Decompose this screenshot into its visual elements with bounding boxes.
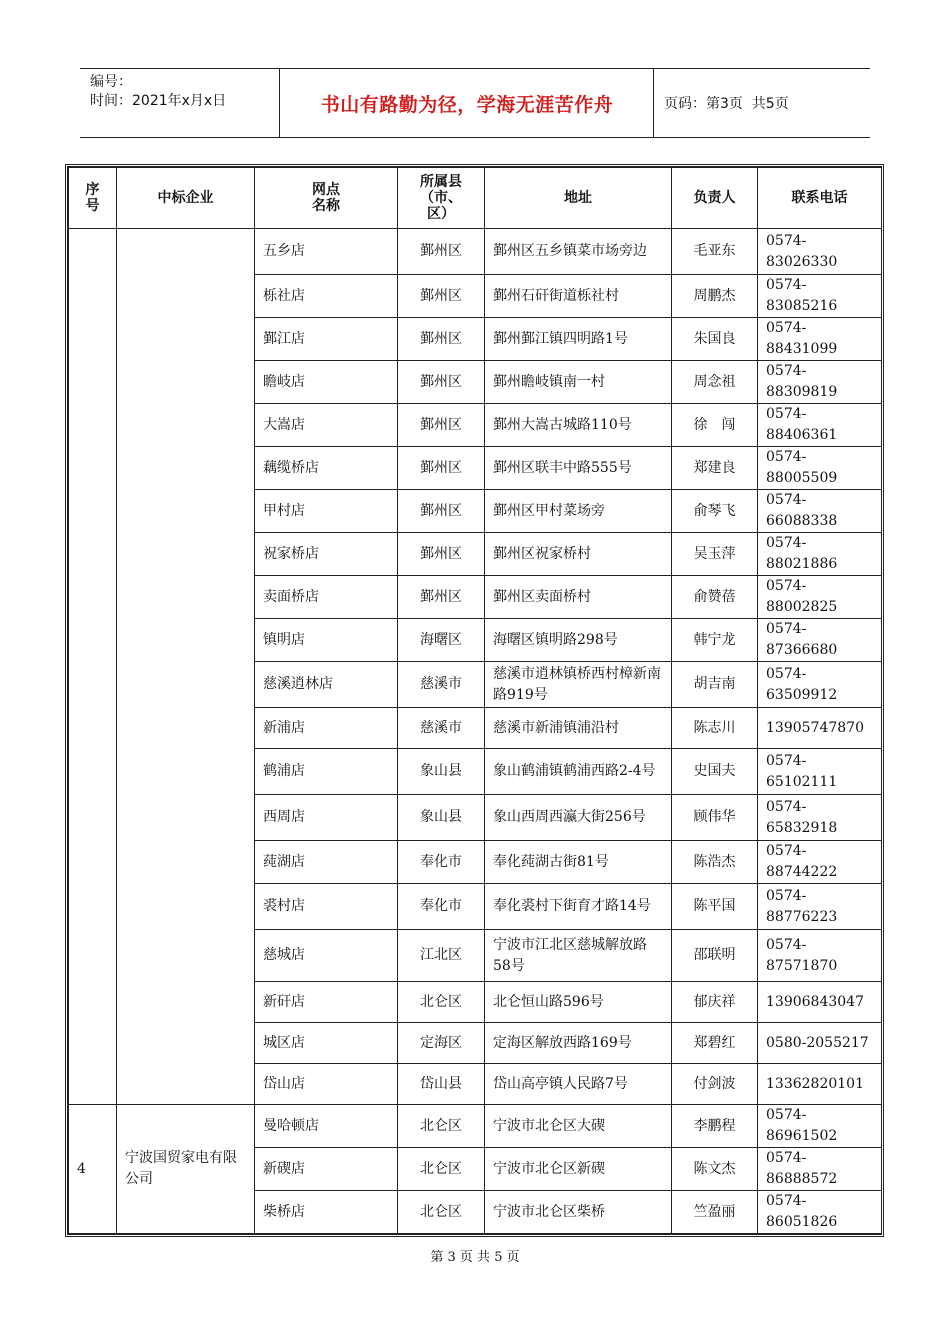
phone-cell: 0574-86961502 (758, 1105, 882, 1148)
table-body (69, 229, 882, 1234)
phone-cell: 0574-65832918 (758, 795, 882, 841)
county-cell: 象山县 (398, 795, 485, 841)
county-cell: 鄞州区 (398, 576, 485, 619)
col-header-outlet (255, 168, 398, 229)
manager-cell: 毛亚东 (672, 229, 758, 275)
phone-cell: 13906843047 (758, 982, 882, 1023)
outlet-name-cell: 慈溪逍林店 (255, 662, 398, 708)
address-cell: 岱山高亭镇人民路7号 (485, 1064, 672, 1105)
phone-cell: 0580-2055217 (758, 1023, 882, 1064)
outlet-name-cell: 镇明店 (255, 619, 398, 662)
manager-cell: 邵联明 (672, 930, 758, 982)
address-cell: 北仑恒山路596号 (485, 982, 672, 1023)
outlet-name-cell: 新浦店 (255, 708, 398, 749)
company-cell (117, 229, 255, 1105)
table-header-row (69, 168, 882, 229)
address-cell: 鄞州区联丰中路555号 (485, 447, 672, 490)
address-cell: 鄞州区祝家桥村 (485, 533, 672, 576)
phone-cell: 0574-63509912 (758, 662, 882, 708)
col-header-seq-line: 号 (85, 198, 100, 214)
outlet-name-cell: 祝家桥店 (255, 533, 398, 576)
manager-cell: 郁庆祥 (672, 982, 758, 1023)
phone-cell: 0574-88021886 (758, 533, 882, 576)
manager-cell: 周鹏杰 (672, 275, 758, 318)
col-header-manager: 负责人 (672, 168, 758, 229)
outlet-name-cell: 新矸店 (255, 982, 398, 1023)
page-header (80, 68, 870, 138)
manager-cell: 周念祖 (672, 361, 758, 404)
outlet-name-cell: 大嵩店 (255, 404, 398, 447)
manager-cell: 吴玉萍 (672, 533, 758, 576)
county-cell: 鄞州区 (398, 361, 485, 404)
manager-cell: 陈文杰 (672, 1148, 758, 1191)
county-cell: 鄞州区 (398, 533, 485, 576)
company-cell: 宁波国贸家电有限公司 (117, 1105, 255, 1234)
manager-cell: 徐 闯 (672, 404, 758, 447)
phone-cell: 0574-65102111 (758, 749, 882, 795)
outlet-name-cell: 城区店 (255, 1023, 398, 1064)
county-cell: 定海区 (398, 1023, 485, 1064)
address-cell: 鄞州瞻岐镇南一村 (485, 361, 672, 404)
manager-cell: 俞赞蓓 (672, 576, 758, 619)
col-header-address: 地址 (485, 168, 672, 229)
manager-cell: 史国夫 (672, 749, 758, 795)
outlet-name-cell: 莼湖店 (255, 841, 398, 884)
address-cell: 慈溪市逍林镇桥西村樟新南路919号 (485, 662, 672, 708)
county-cell: 北仑区 (398, 982, 485, 1023)
phone-cell: 0574-86051826 (758, 1191, 882, 1234)
address-cell: 象山西周西瀛大街256号 (485, 795, 672, 841)
address-cell: 宁波市北仑区新碶 (485, 1148, 672, 1191)
outlet-name-cell: 慈城店 (255, 930, 398, 982)
phone-cell: 0574-86888572 (758, 1148, 882, 1191)
phone-cell: 0574-83085216 (758, 275, 882, 318)
outlet-name-cell: 鄞江店 (255, 318, 398, 361)
phone-cell: 0574-88431099 (758, 318, 882, 361)
manager-cell: 郑建良 (672, 447, 758, 490)
col-header-county-line: （市、 (420, 190, 462, 206)
county-cell: 鄞州区 (398, 447, 485, 490)
manager-cell: 陈平国 (672, 884, 758, 930)
county-cell: 鄞州区 (398, 318, 485, 361)
outlet-name-cell: 岱山店 (255, 1064, 398, 1105)
county-cell: 岱山县 (398, 1064, 485, 1105)
address-cell: 奉化裘村下街育才路14号 (485, 884, 672, 930)
outlet-name-cell: 栎社店 (255, 275, 398, 318)
phone-cell: 0574-83026330 (758, 229, 882, 275)
seq-cell (69, 229, 117, 1105)
address-cell: 鄞州区五乡镇菜市场旁边 (485, 229, 672, 275)
county-cell: 象山县 (398, 749, 485, 795)
manager-cell: 朱国良 (672, 318, 758, 361)
footer-page-number: 第 3 页 共 5 页 (430, 1250, 520, 1265)
col-header-seq (69, 168, 117, 229)
address-cell: 宁波市江北区慈城解放路58号 (485, 930, 672, 982)
manager-cell: 竺盈丽 (672, 1191, 758, 1234)
page-footer (0, 1246, 950, 1265)
header-page-info (654, 69, 870, 137)
phone-cell: 0574-87571870 (758, 930, 882, 982)
address-cell: 定海区解放西路169号 (485, 1023, 672, 1064)
county-cell: 慈溪市 (398, 708, 485, 749)
county-cell: 北仑区 (398, 1191, 485, 1234)
county-cell: 鄞州区 (398, 229, 485, 275)
manager-cell: 陈浩杰 (672, 841, 758, 884)
phone-cell: 0574-66088338 (758, 490, 882, 533)
col-header-phone: 联系电话 (758, 168, 882, 229)
phone-cell: 0574-88744222 (758, 841, 882, 884)
county-cell: 鄞州区 (398, 275, 485, 318)
address-cell: 海曙区镇明路298号 (485, 619, 672, 662)
outlet-name-cell: 卖面桥店 (255, 576, 398, 619)
manager-cell: 胡吉南 (672, 662, 758, 708)
county-cell: 江北区 (398, 930, 485, 982)
header-motto: 书山有路勤为径，学海无涯苦作舟 (281, 69, 654, 137)
address-cell: 象山鹤浦镇鹤浦西路2-4号 (485, 749, 672, 795)
col-header-outlet-line: 网点 (312, 182, 340, 198)
address-cell: 宁波市北仑区柴桥 (485, 1191, 672, 1234)
outlet-name-cell: 甲村店 (255, 490, 398, 533)
outlet-name-cell: 瞻岐店 (255, 361, 398, 404)
col-header-outlet-line: 名称 (312, 198, 340, 214)
phone-cell: 0574-88309819 (758, 361, 882, 404)
outlet-name-cell: 五乡店 (255, 229, 398, 275)
county-cell: 北仑区 (398, 1148, 485, 1191)
phone-cell: 0574-87366680 (758, 619, 882, 662)
seq-cell: 4 (69, 1105, 117, 1234)
col-header-seq-line: 序 (85, 182, 100, 198)
county-cell: 北仑区 (398, 1105, 485, 1148)
county-cell: 奉化市 (398, 841, 485, 884)
phone-cell: 13362820101 (758, 1064, 882, 1105)
outlet-name-cell: 新碶店 (255, 1148, 398, 1191)
manager-cell: 郑碧红 (672, 1023, 758, 1064)
outlet-name-cell: 藕缆桥店 (255, 447, 398, 490)
county-cell: 鄞州区 (398, 404, 485, 447)
county-cell: 奉化市 (398, 884, 485, 930)
col-header-company: 中标企业 (117, 168, 255, 229)
address-cell: 鄞州大嵩古城路110号 (485, 404, 672, 447)
address-cell: 鄞州区甲村菜场旁 (485, 490, 672, 533)
outlet-name-cell: 柴桥店 (255, 1191, 398, 1234)
phone-cell: 0574-88406361 (758, 404, 882, 447)
manager-cell: 俞琴飞 (672, 490, 758, 533)
phone-cell: 0574-88002825 (758, 576, 882, 619)
col-header-county-line: 区） (427, 206, 455, 222)
outlet-name-cell: 西周店 (255, 795, 398, 841)
col-header-county (398, 168, 485, 229)
manager-cell: 付剑波 (672, 1064, 758, 1105)
header-meta (80, 69, 280, 137)
number-label: 编号： (90, 74, 132, 90)
county-cell: 慈溪市 (398, 662, 485, 708)
time-label: 时间：2021年x月x日 (90, 93, 227, 109)
address-cell: 慈溪市新浦镇浦沿村 (485, 708, 672, 749)
page-label: 页码：第3页 共5页 (664, 96, 789, 112)
outlet-name-cell: 曼哈顿店 (255, 1105, 398, 1148)
manager-cell: 顾伟华 (672, 795, 758, 841)
outlet-name-cell: 鹤浦店 (255, 749, 398, 795)
address-cell: 宁波市北仑区大碶 (485, 1105, 672, 1148)
table-row (69, 229, 882, 275)
outlet-grid (68, 167, 882, 1234)
outlet-name-cell: 裘村店 (255, 884, 398, 930)
county-cell: 鄞州区 (398, 490, 485, 533)
phone-cell: 0574-88776223 (758, 884, 882, 930)
manager-cell: 陈志川 (672, 708, 758, 749)
manager-cell: 李鹏程 (672, 1105, 758, 1148)
table-row (69, 1105, 882, 1148)
phone-cell: 13905747870 (758, 708, 882, 749)
address-cell: 鄞州鄞江镇四明路1号 (485, 318, 672, 361)
col-header-county-line: 所属县 (420, 174, 462, 190)
county-cell: 海曙区 (398, 619, 485, 662)
address-cell: 奉化莼湖古街81号 (485, 841, 672, 884)
outlet-table (65, 164, 884, 1237)
manager-cell: 韩宁龙 (672, 619, 758, 662)
phone-cell: 0574-88005509 (758, 447, 882, 490)
address-cell: 鄞州石矸街道栎社村 (485, 275, 672, 318)
address-cell: 鄞州区卖面桥村 (485, 576, 672, 619)
